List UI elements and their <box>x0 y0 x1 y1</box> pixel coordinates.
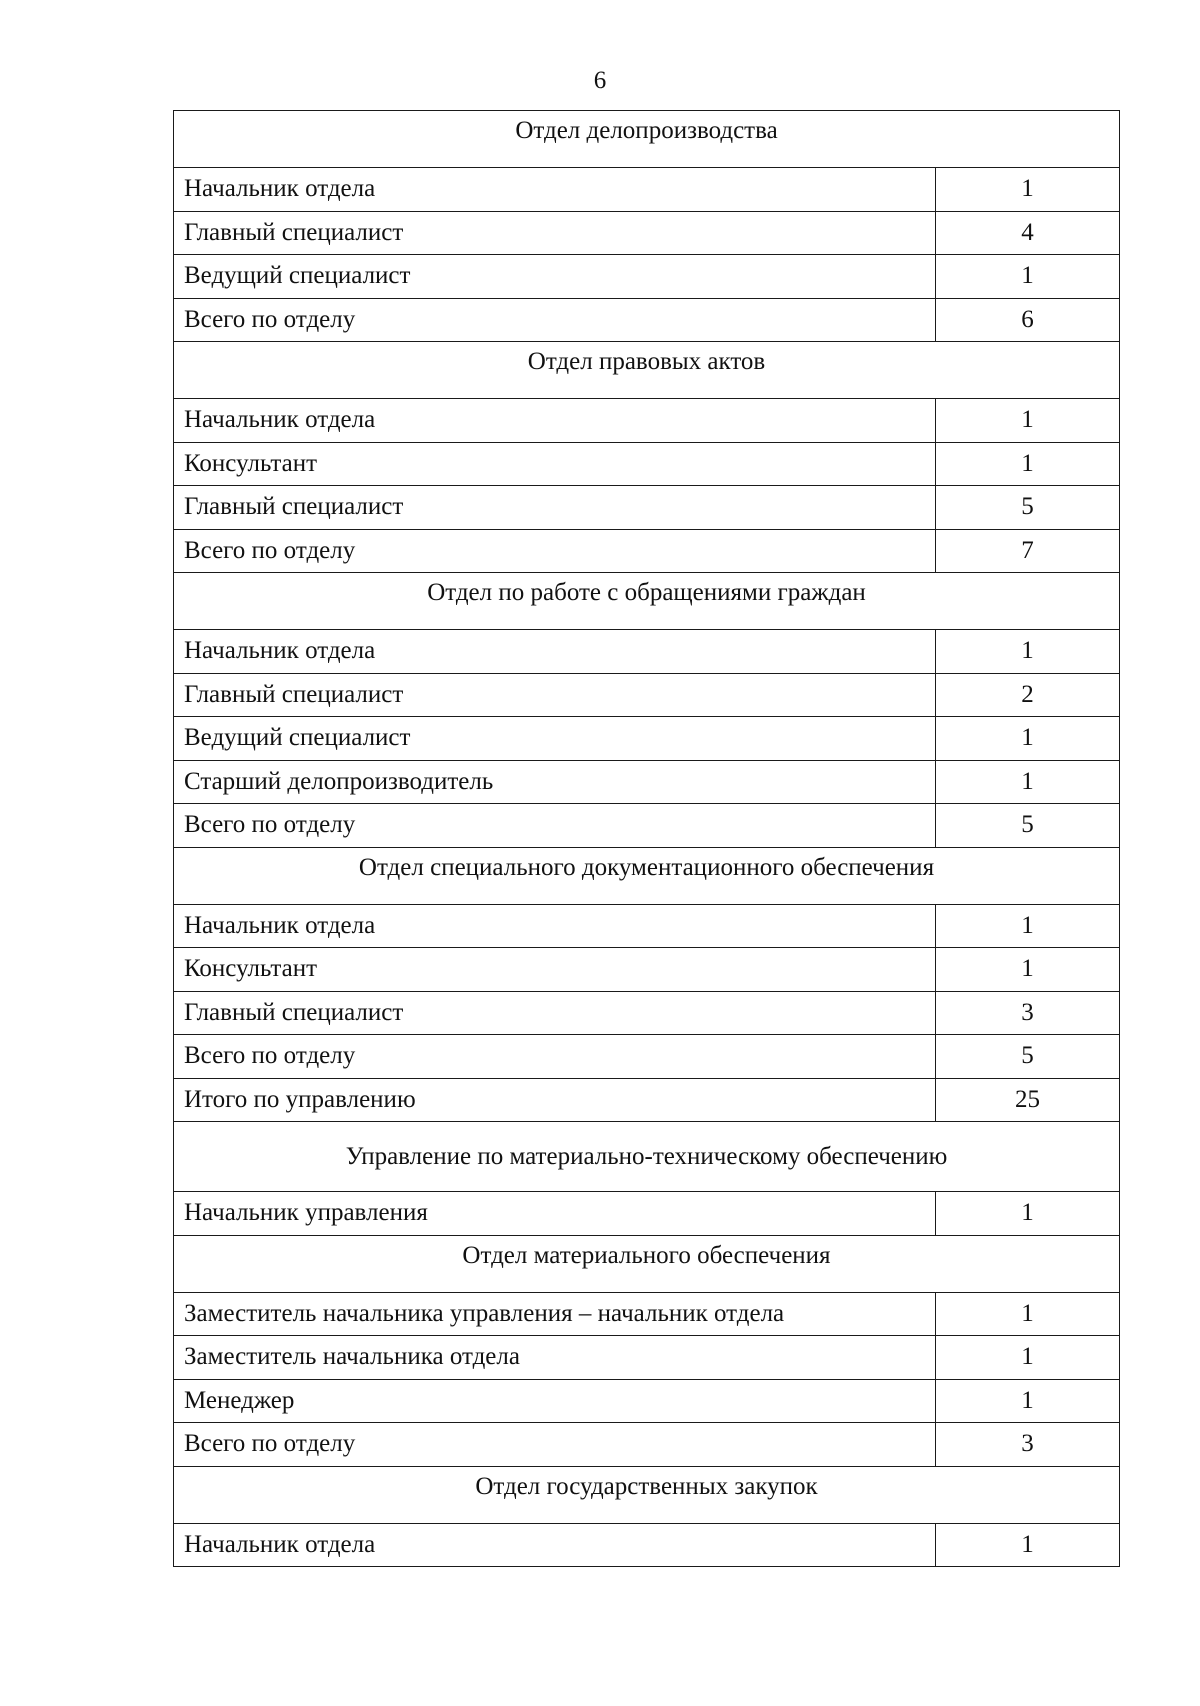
table-row <box>174 1423 1120 1467</box>
position-title: Менеджер <box>174 1379 936 1423</box>
position-count: 1 <box>936 1523 1120 1567</box>
position-count: 1 <box>936 399 1120 443</box>
table-row-total <box>174 1078 1120 1122</box>
position-title: Главный специалист <box>174 211 936 255</box>
table-row <box>174 486 1120 530</box>
position-count: 1 <box>936 1336 1120 1380</box>
position-title: Главный специалист <box>174 673 936 717</box>
position-title: Начальник отдела <box>174 630 936 674</box>
position-count: 5 <box>936 804 1120 848</box>
section-header <box>174 1466 1120 1523</box>
table-row <box>174 1035 1120 1079</box>
position-count: 1 <box>936 442 1120 486</box>
section-header <box>174 1122 1120 1192</box>
table-row <box>174 529 1120 573</box>
position-count: 25 <box>936 1078 1120 1122</box>
section-title: Отдел правовых актов <box>174 342 1120 399</box>
position-count: 1 <box>936 168 1120 212</box>
staffing-table <box>173 110 1120 1567</box>
section-title: Управление по материально-техническому обеспечению <box>174 1122 1120 1192</box>
position-count: 3 <box>936 1423 1120 1467</box>
position-title: Начальник отдела <box>174 168 936 212</box>
section-header <box>174 342 1120 399</box>
table-row <box>174 673 1120 717</box>
position-count: 5 <box>936 486 1120 530</box>
position-title: Ведущий специалист <box>174 717 936 761</box>
position-count: 1 <box>936 948 1120 992</box>
table-row <box>174 1336 1120 1380</box>
position-title: Всего по отделу <box>174 298 936 342</box>
position-title: Заместитель начальника отдела <box>174 1336 936 1380</box>
position-title: Главный специалист <box>174 486 936 530</box>
table-row <box>174 1379 1120 1423</box>
section-header <box>174 573 1120 630</box>
table-row <box>174 991 1120 1035</box>
table-row <box>174 211 1120 255</box>
position-title: Главный специалист <box>174 991 936 1035</box>
position-count: 1 <box>936 1192 1120 1236</box>
table-row <box>174 255 1120 299</box>
position-title: Старший делопроизводитель <box>174 760 936 804</box>
position-count: 2 <box>936 673 1120 717</box>
position-count: 1 <box>936 717 1120 761</box>
position-title: Всего по отделу <box>174 529 936 573</box>
position-count: 3 <box>936 991 1120 1035</box>
table-row <box>174 1292 1120 1336</box>
table-row <box>174 298 1120 342</box>
position-title: Всего по отделу <box>174 1035 936 1079</box>
table-row <box>174 760 1120 804</box>
section-title: Отдел делопроизводства <box>174 111 1120 168</box>
position-title: Всего по отделу <box>174 1423 936 1467</box>
position-title: Итого по управлению <box>174 1078 936 1122</box>
table-row <box>174 399 1120 443</box>
table-row <box>174 717 1120 761</box>
table-row <box>174 442 1120 486</box>
page-number: 6 <box>593 67 607 94</box>
section-title: Отдел специального документационного обеспечения <box>174 847 1120 904</box>
section-header <box>174 847 1120 904</box>
section-header <box>174 1235 1120 1292</box>
position-title: Начальник отдела <box>174 1523 936 1567</box>
table-row <box>174 804 1120 848</box>
position-count: 1 <box>936 1292 1120 1336</box>
section-title: Отдел материального обеспечения <box>174 1235 1120 1292</box>
position-title: Начальник отдела <box>174 904 936 948</box>
position-title: Заместитель начальника управления – начальник отдела <box>174 1292 936 1336</box>
position-title: Ведущий специалист <box>174 255 936 299</box>
position-count: 4 <box>936 211 1120 255</box>
position-title: Начальник управления <box>174 1192 936 1236</box>
table-row <box>174 168 1120 212</box>
position-count: 1 <box>936 904 1120 948</box>
position-count: 7 <box>936 529 1120 573</box>
position-count: 1 <box>936 255 1120 299</box>
position-title: Консультант <box>174 442 936 486</box>
position-count: 1 <box>936 630 1120 674</box>
table-row <box>174 1523 1120 1567</box>
table-row <box>174 630 1120 674</box>
position-title: Всего по отделу <box>174 804 936 848</box>
table-row <box>174 904 1120 948</box>
position-count: 5 <box>936 1035 1120 1079</box>
table-row <box>174 1192 1120 1236</box>
section-title: Отдел по работе с обращениями граждан <box>174 573 1120 630</box>
position-count: 1 <box>936 1379 1120 1423</box>
section-header <box>174 111 1120 168</box>
position-count: 1 <box>936 760 1120 804</box>
position-count: 6 <box>936 298 1120 342</box>
section-title: Отдел государственных закупок <box>174 1466 1120 1523</box>
position-title: Начальник отдела <box>174 399 936 443</box>
position-title: Консультант <box>174 948 936 992</box>
table-row <box>174 948 1120 992</box>
